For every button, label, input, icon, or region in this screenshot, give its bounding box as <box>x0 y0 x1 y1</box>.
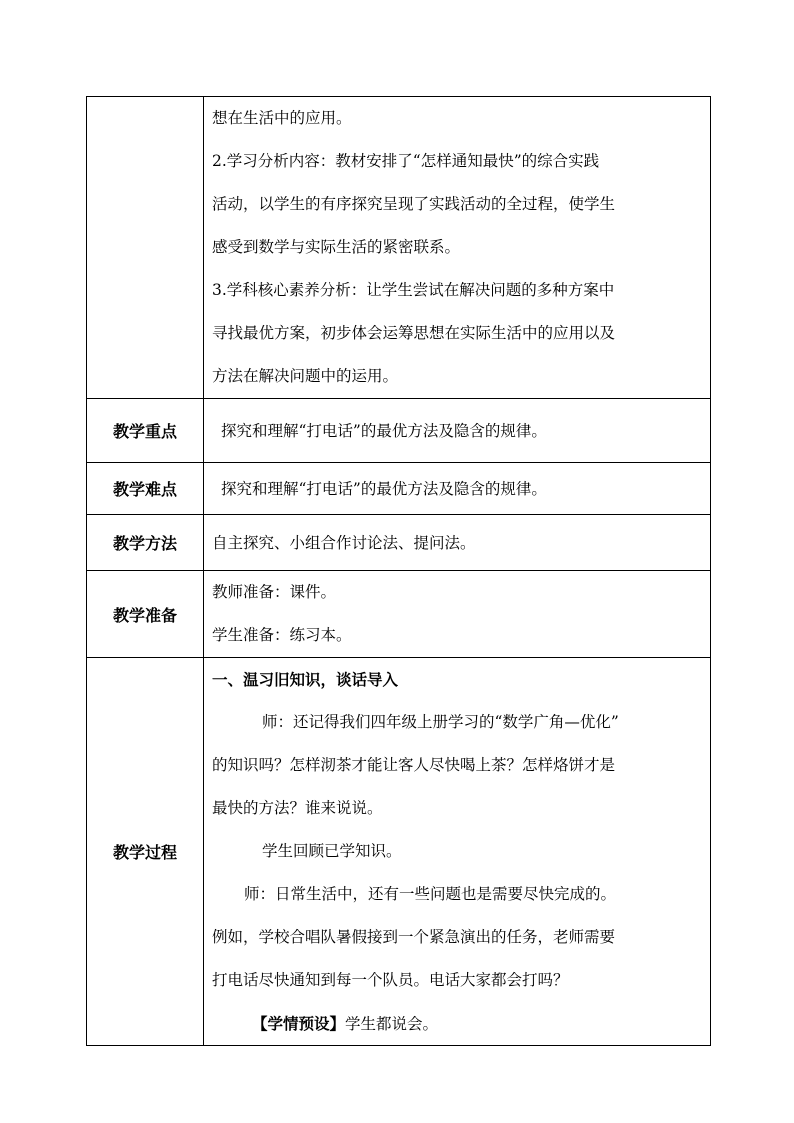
preset-tag: 【学情预设】 <box>252 1014 346 1033</box>
methods-content <box>204 515 711 571</box>
process-heading: 一、温习旧知识，谈话导入 <box>212 670 399 689</box>
process-content <box>204 658 711 1046</box>
table-row-preparation <box>87 571 711 658</box>
methods-text: 自主探究、小组合作讨论法、提问法。 <box>212 533 476 552</box>
difficulties-text: 探究和理解“打电话”的最优方法及隐含的规律。 <box>221 479 547 498</box>
table-row-methods <box>87 515 711 571</box>
analysis-line: 3.学科核心素养分析：让学生尝试在解决问题的多种方案中 <box>212 281 615 299</box>
row-label-methods: 教学方法 <box>87 515 204 571</box>
table-row-key-points <box>87 399 711 463</box>
process-line: 最快的方法？谁来说说。 <box>212 799 383 817</box>
key-points-content <box>204 399 711 463</box>
row-label-process: 教学过程 <box>87 658 204 1046</box>
process-line: 学生回顾已学知识。 <box>262 842 402 860</box>
row-label-difficulties: 教学难点 <box>87 463 204 515</box>
preset-text: 学生都说会。 <box>345 1015 439 1033</box>
process-line: 例如，学校合唱队暑假接到一个紧急演出的任务，老师需要 <box>212 928 616 946</box>
table-row-analysis <box>87 97 711 399</box>
analysis-line: 2.学习分析内容：教材安排了“怎样通知最快”的综合实践 <box>212 152 600 170</box>
process-line: 的知识吗？怎样沏茶才能让客人尽快喝上茶？怎样烙饼才是 <box>212 756 616 774</box>
preparation-line: 学生准备：练习本。 <box>212 626 352 644</box>
table-row-process <box>87 658 711 1046</box>
analysis-line: 寻找最优方案，初步体会运筹思想在实际生活中的应用以及 <box>212 324 616 342</box>
preparation-line: 教师准备：课件。 <box>212 583 337 601</box>
key-points-text: 探究和理解“打电话”的最优方法及隐含的规律。 <box>221 421 547 440</box>
table-row-difficulties <box>87 463 711 515</box>
row-label-preparation: 教学准备 <box>87 571 204 658</box>
difficulties-content <box>204 463 711 515</box>
process-line: 打电话尽快通知到每一个队员。电话大家都会打吗？ <box>212 971 569 989</box>
analysis-line: 活动，以学生的有序探究呈现了实践活动的全过程，使学生 <box>212 195 616 213</box>
lesson-plan-table <box>86 96 711 1046</box>
row-label-empty <box>87 97 204 399</box>
process-line: 师：日常生活中，还有一些问题也是需要尽快完成的。 <box>244 885 617 903</box>
preparation-content <box>204 571 711 658</box>
row-label-key-points: 教学重点 <box>87 399 204 463</box>
analysis-line: 方法在解决问题中的运用。 <box>212 367 399 385</box>
process-line: 师：还记得我们四年级上册学习的“数学广角—优化” <box>262 713 619 731</box>
process-preset-line <box>204 1002 710 1045</box>
analysis-content <box>204 97 711 399</box>
analysis-line: 想在生活中的应用。 <box>212 109 352 127</box>
analysis-line: 感受到数学与实际生活的紧密联系。 <box>212 238 461 256</box>
